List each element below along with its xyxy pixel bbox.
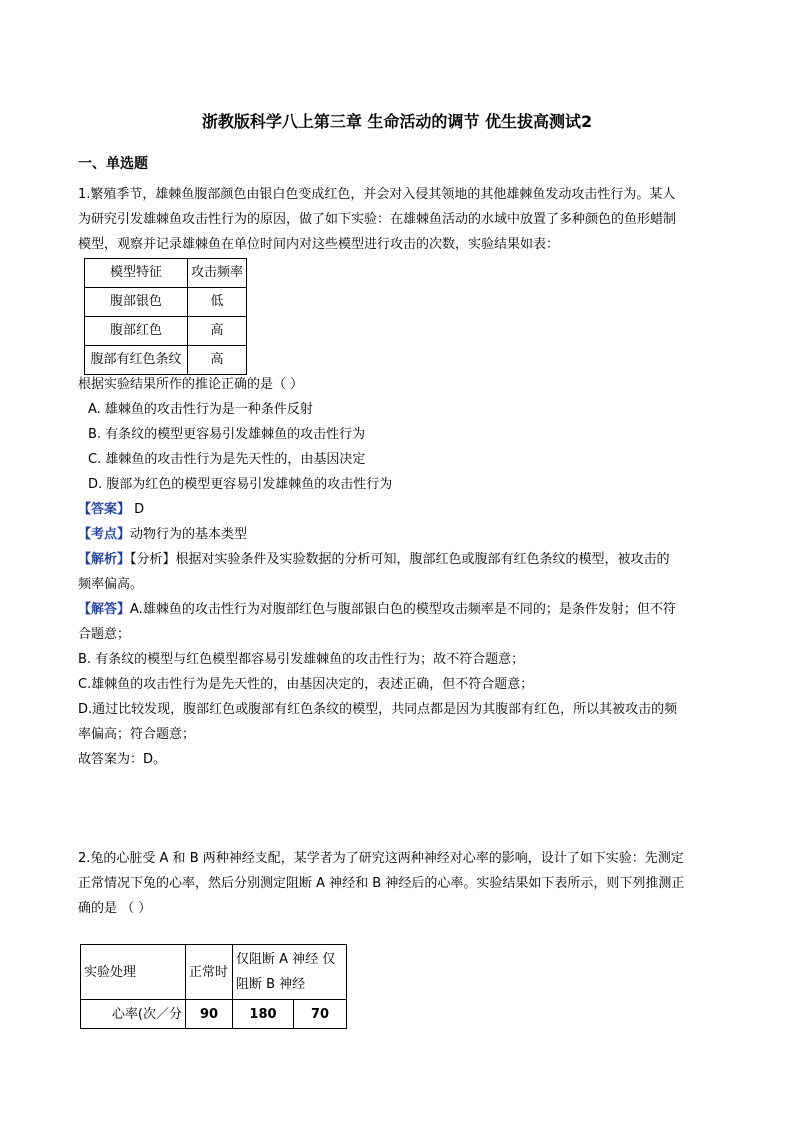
solution-tag: 【解答】 [78,602,131,617]
option-d: D. 腹部为红色的模型更容易引发雄棘鱼的攻击性行为 [88,477,393,492]
table-header-cell [233,945,347,1000]
table-row [85,288,247,317]
page-title: 浙教版科学八上第三章 生命活动的调节 优生拔高测试2 [201,112,593,131]
answer-value: D [130,502,145,517]
solution-line: 故答案为：D。 [78,752,167,767]
table-cell: 腹部红色 [85,317,188,346]
table-header-cell: 正常时 [186,945,233,1000]
solution-line [78,597,720,622]
table-row [85,317,247,346]
solution-line: D.通过比较发现，腹部红色或腹部有红色条纹的模型，共同点都是因为其腹部有红色，所以其被攻击的频 [78,702,678,717]
answer-line [78,497,720,522]
stem-line: 正常情况下兔的心率，然后分别测定阻断 A 神经和 B 神经后的心率。实验结果如下表所示，则下列推测正 [78,876,685,891]
table-cell: 腹部银色 [85,288,188,317]
option-a: A. 雄棘鱼的攻击性行为是一种条件反射 [88,402,313,417]
section-heading: 一、单选题 [78,156,148,172]
stem-line: 为研究引发雄棘鱼攻击性行为的原因，做了如下实验：在雄棘鱼活动的水域中放置了多种颜色的鱼形蜡制 [78,212,677,227]
table-cell: 高 [188,317,247,346]
table-cell: 180 [233,1000,294,1029]
table-header-cell: 模型特征 [85,259,188,288]
question-2-stem [78,846,720,921]
header-line: 阻断 B 神经 [236,977,306,992]
table-cell: 高 [188,346,247,375]
table-header-cell: 实验处理 [81,945,186,1000]
table-header-row [81,945,347,1000]
table-cell: 心率(次／分 [81,1000,186,1029]
option-b: B. 有条纹的模型更容易引发雄棘鱼的攻击性行为 [88,427,366,442]
kaodian-value: 动物行为的基本类型 [130,527,248,542]
table-header-row [85,259,247,288]
table-cell: 90 [186,1000,233,1029]
stem-line: 1.繁殖季节，雄棘鱼腹部颜色由银白色变成红色，并会对入侵其领地的其他雄棘鱼发动攻击性行为。某人 [78,187,676,202]
table-row [81,1000,347,1029]
option-c: C. 雄棘鱼的攻击性行为是先天性的，由基因决定 [88,452,366,467]
stem-line: 2.兔的心脏受 A 和 B 两种神经支配，某学者为了研究这两种神经对心率的影响，设计了如下实验：先测定 [78,851,684,866]
header-line: 仅阻断 A 神经 仅 [236,952,336,967]
kaodian-line [78,522,720,547]
analysis-tag: 【解析】 [78,552,131,567]
analysis-line: 频率偏高。 [78,577,144,592]
solution-text: A.雄棘鱼的攻击性行为对腹部红色与腹部银白色的模型攻击频率是不同的；是条件发射；但不符 [130,602,676,617]
question-1-body [78,372,720,772]
table-cell: 腹部有红色条纹 [85,346,188,375]
table-cell: 70 [294,1000,347,1029]
question-1-stem [78,182,720,257]
stem-line: 模型，观察并记录雄棘鱼在单位时间内对这些模型进行攻击的次数，实验结果如表： [78,237,560,252]
kaodian-tag: 【考点】 [78,527,131,542]
table-header-cell: 攻击频率 [188,259,247,288]
analysis-line [78,547,720,572]
solution-line: 合题意； [78,627,131,642]
solution-line: C.雄棘鱼的攻击性行为是先天性的，由基因决定的，表述正确，但不符合题意； [78,677,534,692]
solution-line: B. 有条纹的模型与红色模型都容易引发雄棘鱼的攻击性行为；故不符合题意； [78,652,525,667]
question-prompt: 根据实验结果所作的推论正确的是（ ） [78,377,304,392]
solution-line: 率偏高；符合题意； [78,727,196,742]
table-cell: 低 [188,288,247,317]
stem-line: 确的是 （ ） [78,901,152,916]
table-row [85,346,247,375]
answer-tag: 【答案】 [78,502,131,517]
question-2-table [80,944,347,1029]
analysis-text: 【分析】根据对实验条件及实验数据的分析可知，腹部红色或腹部有红色条纹的模型，被攻击的 [130,552,670,567]
question-1-table [84,258,247,375]
